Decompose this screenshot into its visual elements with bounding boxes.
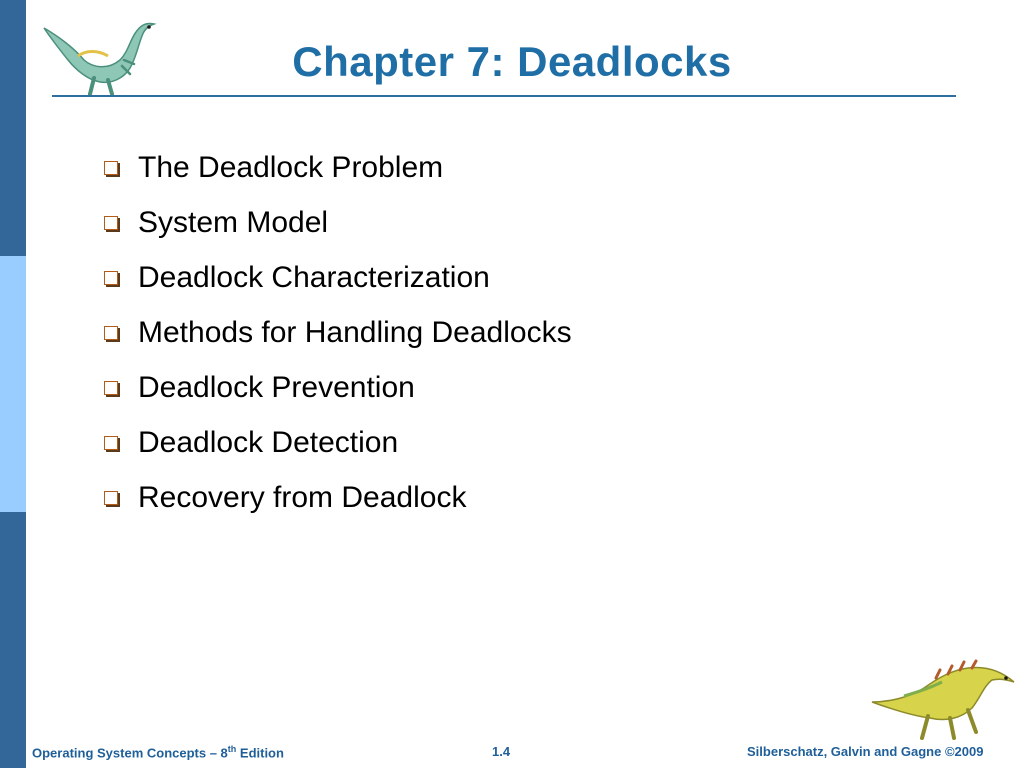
square-bullet-icon: [104, 271, 118, 285]
list-item-text: Methods for Handling Deadlocks: [138, 315, 572, 349]
list-item: [100, 195, 572, 250]
left-accent-bar-light-segment: [0, 256, 26, 512]
footer-book-suffix: Edition: [236, 745, 284, 761]
list-item: [100, 140, 572, 195]
dinosaur-icon: [868, 658, 1018, 742]
list-item-text: Deadlock Characterization: [138, 260, 490, 294]
footer-book-title: [32, 744, 284, 760]
square-bullet-icon: [104, 326, 118, 340]
footer-book-prefix: Operating System Concepts – 8: [32, 745, 228, 761]
list-item-text: The Deadlock Problem: [138, 150, 444, 184]
list-item-text: Deadlock Prevention: [138, 370, 415, 404]
footer-authors: Silberschatz, Galvin and Gagne ©2009: [747, 744, 984, 759]
square-bullet-icon: [104, 381, 118, 395]
list-item: [100, 250, 572, 305]
footer-page-number: 1.4: [492, 744, 511, 759]
list-item: [100, 470, 572, 525]
square-bullet-icon: [104, 161, 118, 175]
footer-book-superscript: th: [227, 744, 237, 754]
square-bullet-icon: [104, 491, 118, 505]
list-item-text: Deadlock Detection: [138, 425, 399, 459]
list-item-text: Recovery from Deadlock: [138, 480, 467, 514]
list-item: [100, 360, 572, 415]
list-item: [100, 415, 572, 470]
list-item: [100, 305, 572, 360]
page-title: Chapter 7: Deadlocks: [292, 38, 732, 85]
square-bullet-icon: [104, 216, 118, 230]
topic-list: [100, 140, 572, 525]
list-item-text: System Model: [138, 205, 329, 239]
square-bullet-icon: [104, 436, 118, 450]
title-divider: [52, 95, 956, 97]
left-accent-bar: [0, 0, 26, 768]
